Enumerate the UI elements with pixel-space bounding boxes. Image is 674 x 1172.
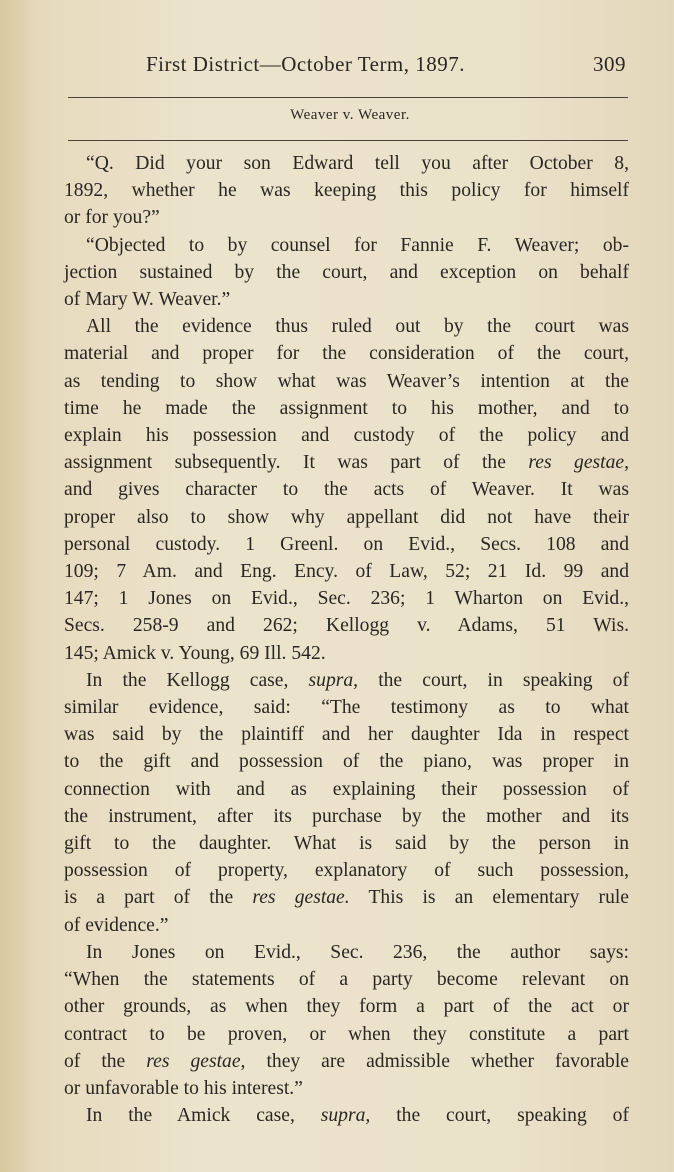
text-line: possession of property, explanatory of such possession, [64, 860, 629, 882]
text-line: explain his possession and custody of the policy and [64, 425, 629, 447]
text-run: In the Amick case, [86, 1105, 321, 1127]
text-line: All the evidence thus ruled out by the court was [86, 316, 629, 338]
case-rule [68, 140, 628, 141]
text-line: In Jones on Evid., Sec. 236, the author says: [86, 941, 629, 963]
text-line: as tending to show what was Weaver’s intention at the [64, 370, 629, 392]
text-line: 109; 7 Am. and Eng. Ency. of Law, 52; 21 Id. 99 and [64, 561, 629, 583]
text-line: 145; Amick v. Young, 69 Ill. 542. [64, 642, 326, 664]
text-run: they are admissible whether favorable [245, 1050, 629, 1072]
text-line: “Objected to by counsel for Fannie F. Weaver; ob- [86, 234, 629, 256]
text-line: similar evidence, said: “The testimony as to what [64, 697, 629, 719]
text-line: “When the statements of a party become relevant on [64, 969, 629, 991]
text-line [64, 1102, 629, 1129]
text-line: of evidence.” [64, 914, 169, 936]
text-line: of Mary W. Weaver.” [64, 289, 231, 311]
case-name: Weaver v. Weaver. [290, 107, 410, 123]
text-line: gift to the daughter. What is said by the person in [64, 833, 629, 855]
text-line: 1892, whether he was keeping this policy for himself [64, 180, 629, 202]
text-line: contract to be proven, or when they constitute a part [64, 1023, 629, 1045]
text-run: In the Kellogg case, [86, 669, 309, 691]
header-rule [68, 97, 628, 98]
text-line: was said by the plaintiff and her daughter Ida in respect [64, 724, 629, 746]
text-run: the court, speaking of [370, 1105, 629, 1127]
text-line: time he made the assignment to his mother, and to [64, 397, 629, 419]
italic-citation: supra, [320, 1105, 371, 1127]
text-line: “Q. Did your son Edward tell you after October 8, [86, 153, 629, 174]
text-line: or for you?” [64, 207, 160, 229]
text-line [64, 667, 629, 694]
text-line: Secs. 258-9 and 262; Kellogg v. Adams, 51 Wis. [64, 615, 629, 637]
text-run: assignment subsequently. It was part of the [64, 452, 529, 474]
italic-citation: supra, [308, 669, 359, 691]
text-line: proper also to show why appellant did not have their [64, 506, 629, 528]
italic-citation: res gestae, [528, 452, 629, 474]
text-line: jection sustained by the court, and exception on behalf [64, 261, 629, 283]
text-run: the court, in speaking of [358, 669, 629, 691]
italic-citation: res gestae. [252, 887, 350, 909]
body-text [64, 150, 629, 1129]
text-line: connection with and as explaining their possession of [64, 778, 629, 800]
text-run: of the [64, 1050, 147, 1072]
italic-citation: res gestae, [146, 1050, 246, 1072]
text-line [64, 1048, 629, 1075]
text-line [64, 449, 629, 476]
text-line: or unfavorable to his interest.” [64, 1077, 303, 1099]
text-line: personal custody. 1 Greenl. on Evid., Secs. 108 and [64, 533, 629, 555]
text-line [64, 884, 629, 911]
text-run: This is an elementary rule [349, 887, 630, 909]
text-run: is a part of the [64, 887, 253, 909]
text-line: material and proper for the consideration of the court, [64, 343, 629, 365]
text-line: and gives character to the acts of Weaver. It was [64, 479, 629, 501]
text-line: the instrument, after its purchase by the mother and its [64, 805, 629, 827]
text-line: 147; 1 Jones on Evid., Sec. 236; 1 Wharton on Evid., [64, 588, 629, 610]
page-number: 309 [593, 52, 626, 76]
text-line: to the gift and possession of the piano, was proper in [64, 751, 629, 773]
running-title: First District—October Term, 1897. [146, 52, 466, 76]
text-line: other grounds, as when they form a part of the act or [64, 996, 629, 1018]
